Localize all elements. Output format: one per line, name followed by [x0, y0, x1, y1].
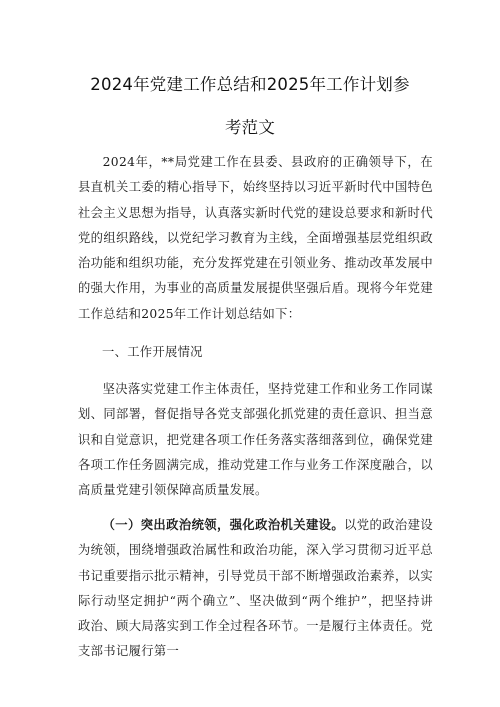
- paragraph-text: 坚决落实党建工作主体责任，坚持党建工作和业务工作同谋划、同部署，督促指导各党支部强化抓党建的责任意识、担当意识和自觉意识，把党建各项工作任务落实落细落到位，确保党建各项工作任务圆满完成，推动党建工作与业务工作深度融合，以高质量党建引领保障高质量发展。: [78, 382, 433, 498]
- section-heading: 一、工作开展情况: [102, 345, 203, 359]
- paragraph-text: [78, 512, 433, 665]
- subsection-text: 以党的政治建设为统领，围绕增强政治属性和政治功能，深入学习贯彻习近平总书记重要指示批示精神，引导党员干部不断增强政治素养，以实际行动坚定拥护“两个确立”、坚决做到“两个维护”，把坚持讲政治、顾大局落实到工作全过程各环节。一是履行主体责任。党支部书记履行第一: [78, 518, 434, 659]
- intro-paragraph: [78, 150, 433, 327]
- subsection-paragraph: [78, 512, 433, 665]
- document-title-line2: 考范文: [224, 118, 276, 137]
- document-title-line1: 2024年党建工作总结和2025年工作计划参: [90, 75, 410, 94]
- paragraph-text: 2024年，**局党建工作在县委、县政府的正确领导下，在县直机关工委的精心指导下，始终坚持以习近平新时代中国特色社会主义思想为指导，认真落实新时代党的建设总要求和新时代党的组织路线，以党纪学习教育为主线，全面增强基层党组织政治功能和组织功能，充分发挥党建在引领业务、推动改革发展中的强大作用，为事业的高质量发展提供坚强后盾。现将今年党建工作总结和2025年工作计划总结如下：: [78, 155, 433, 321]
- subsection-heading: （一）突出政治统领，强化政治机关建设。: [102, 517, 345, 532]
- section-paragraph: [78, 377, 433, 503]
